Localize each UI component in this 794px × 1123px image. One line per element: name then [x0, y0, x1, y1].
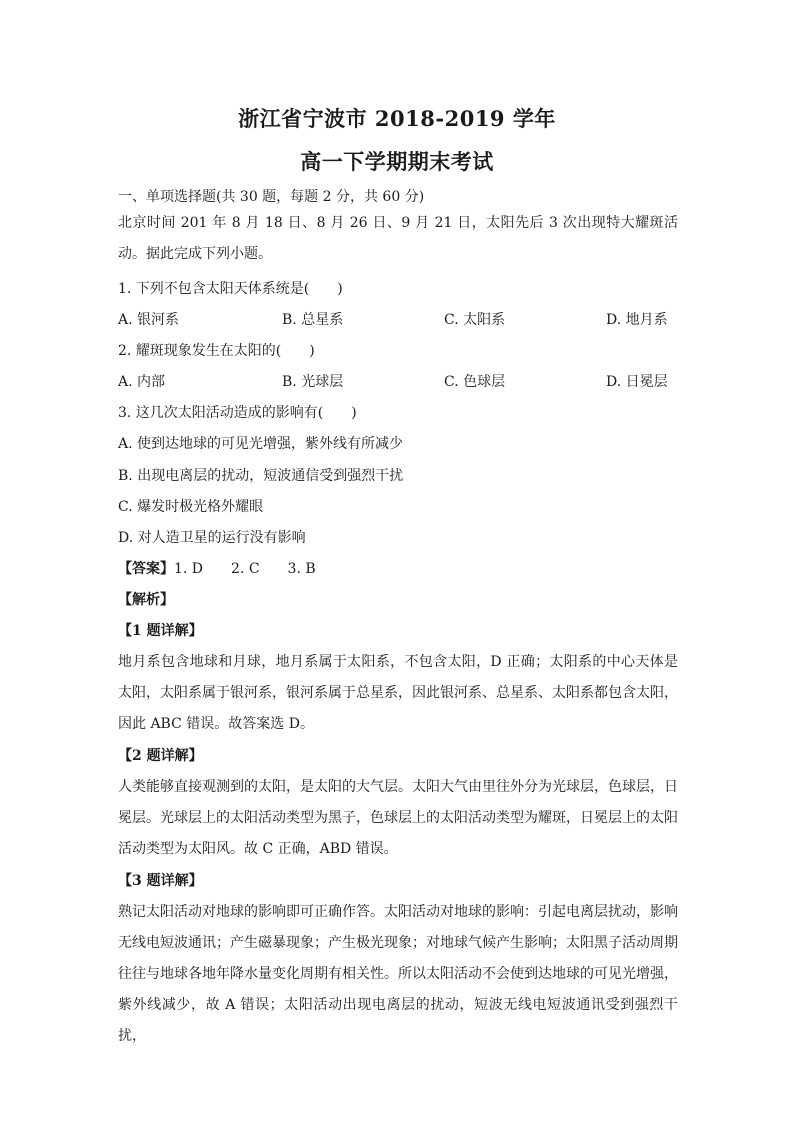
- question-2-option-d: D. 日冕层: [606, 374, 668, 390]
- detail-3-text: 熟记太阳活动对地球的影响即可正确作答。太阳活动对地球的影响：引起电离层扰动，影响无线电短波通讯；产生磁暴现象；产生极光现象；对地球气候产生影响；太阳黑子活动周期往往与地球各地年降水量变化周期有相关性。所以太阳活动不会使到达地球的可见光增强，紫外线减少，故 A 错误；太阳活动出现电离层的扰动，短波无线电短波通讯受到强烈干扰，: [118, 904, 678, 1044]
- question-3-option-d: D. 对人造卫星的运行没有影响: [118, 530, 306, 546]
- section-heading: 一、单项选择题(共 30 题，每题 2 分，共 60 分): [118, 189, 425, 205]
- detail-1-text: 地月系包含地球和月球，地月系属于太阳系，不包含太阳，D 正确；太阳系的中心天体是太阳，太阳系属于银河系，银河系属于总星系，因此银河系、总星系、太阳系都包含太阳，因此 ABC 错误。故答案选 D。: [118, 654, 678, 732]
- question-3-option-b: B. 出现电离层的扰动，短波通信受到强烈干扰: [118, 468, 404, 484]
- question-3-stem: 3. 这几次太阳活动造成的影响有( ): [118, 405, 357, 421]
- question-1-stem: 1. 下列不包含太阳天体系统是( ): [118, 281, 343, 297]
- answer-label: 【答案】: [118, 561, 174, 577]
- question-1-option-c: C. 太阳系: [444, 312, 506, 328]
- document-subtitle: 高一下学期期末考试: [300, 149, 494, 174]
- question-1-option-b: B. 总星系: [282, 312, 344, 328]
- detail-2-label: 【2 题详解】: [118, 748, 203, 764]
- question-2-option-c: C. 色球层: [444, 374, 506, 390]
- question-2-option-b: B. 光球层: [282, 374, 344, 390]
- question-2-stem: 2. 耀斑现象发生在太阳的( ): [118, 343, 315, 359]
- analysis-label: 【解析】: [118, 592, 174, 608]
- question-3-option-c: C. 爆发时极光格外耀眼: [118, 499, 264, 515]
- detail-2-text: 人类能够直接观测到的太阳，是太阳的大气层。太阳大气由里往外分为光球层，色球层，日冕层。光球层上的太阳活动类型为黑子，色球层上的太阳活动类型为耀斑，日冕层上的太阳活动类型为太阳风。故 C 正确，ABD 错误。: [118, 779, 678, 857]
- document-title: 浙江省宁波市 2018-2019 学年: [238, 106, 556, 131]
- question-intro: 北京时间 201 年 8 月 18 日、8 月 26 日、9 月 21 日，太阳先后 3 次出现特大耀斑活动。据此完成下列小题。: [118, 215, 678, 262]
- detail-1-label: 【1 题详解】: [118, 623, 203, 639]
- question-1-option-d: D. 地月系: [606, 312, 668, 328]
- answer-text: 1. D 2. C 3. B: [174, 561, 316, 577]
- question-2-option-a: A. 内部: [118, 374, 166, 390]
- question-3-option-a: A. 使到达地球的可见光增强，紫外线有所减少: [118, 436, 404, 452]
- question-1-option-a: A. 银河系: [118, 312, 180, 328]
- answer-line: [118, 559, 683, 579]
- detail-3-label: 【3 题详解】: [118, 873, 203, 889]
